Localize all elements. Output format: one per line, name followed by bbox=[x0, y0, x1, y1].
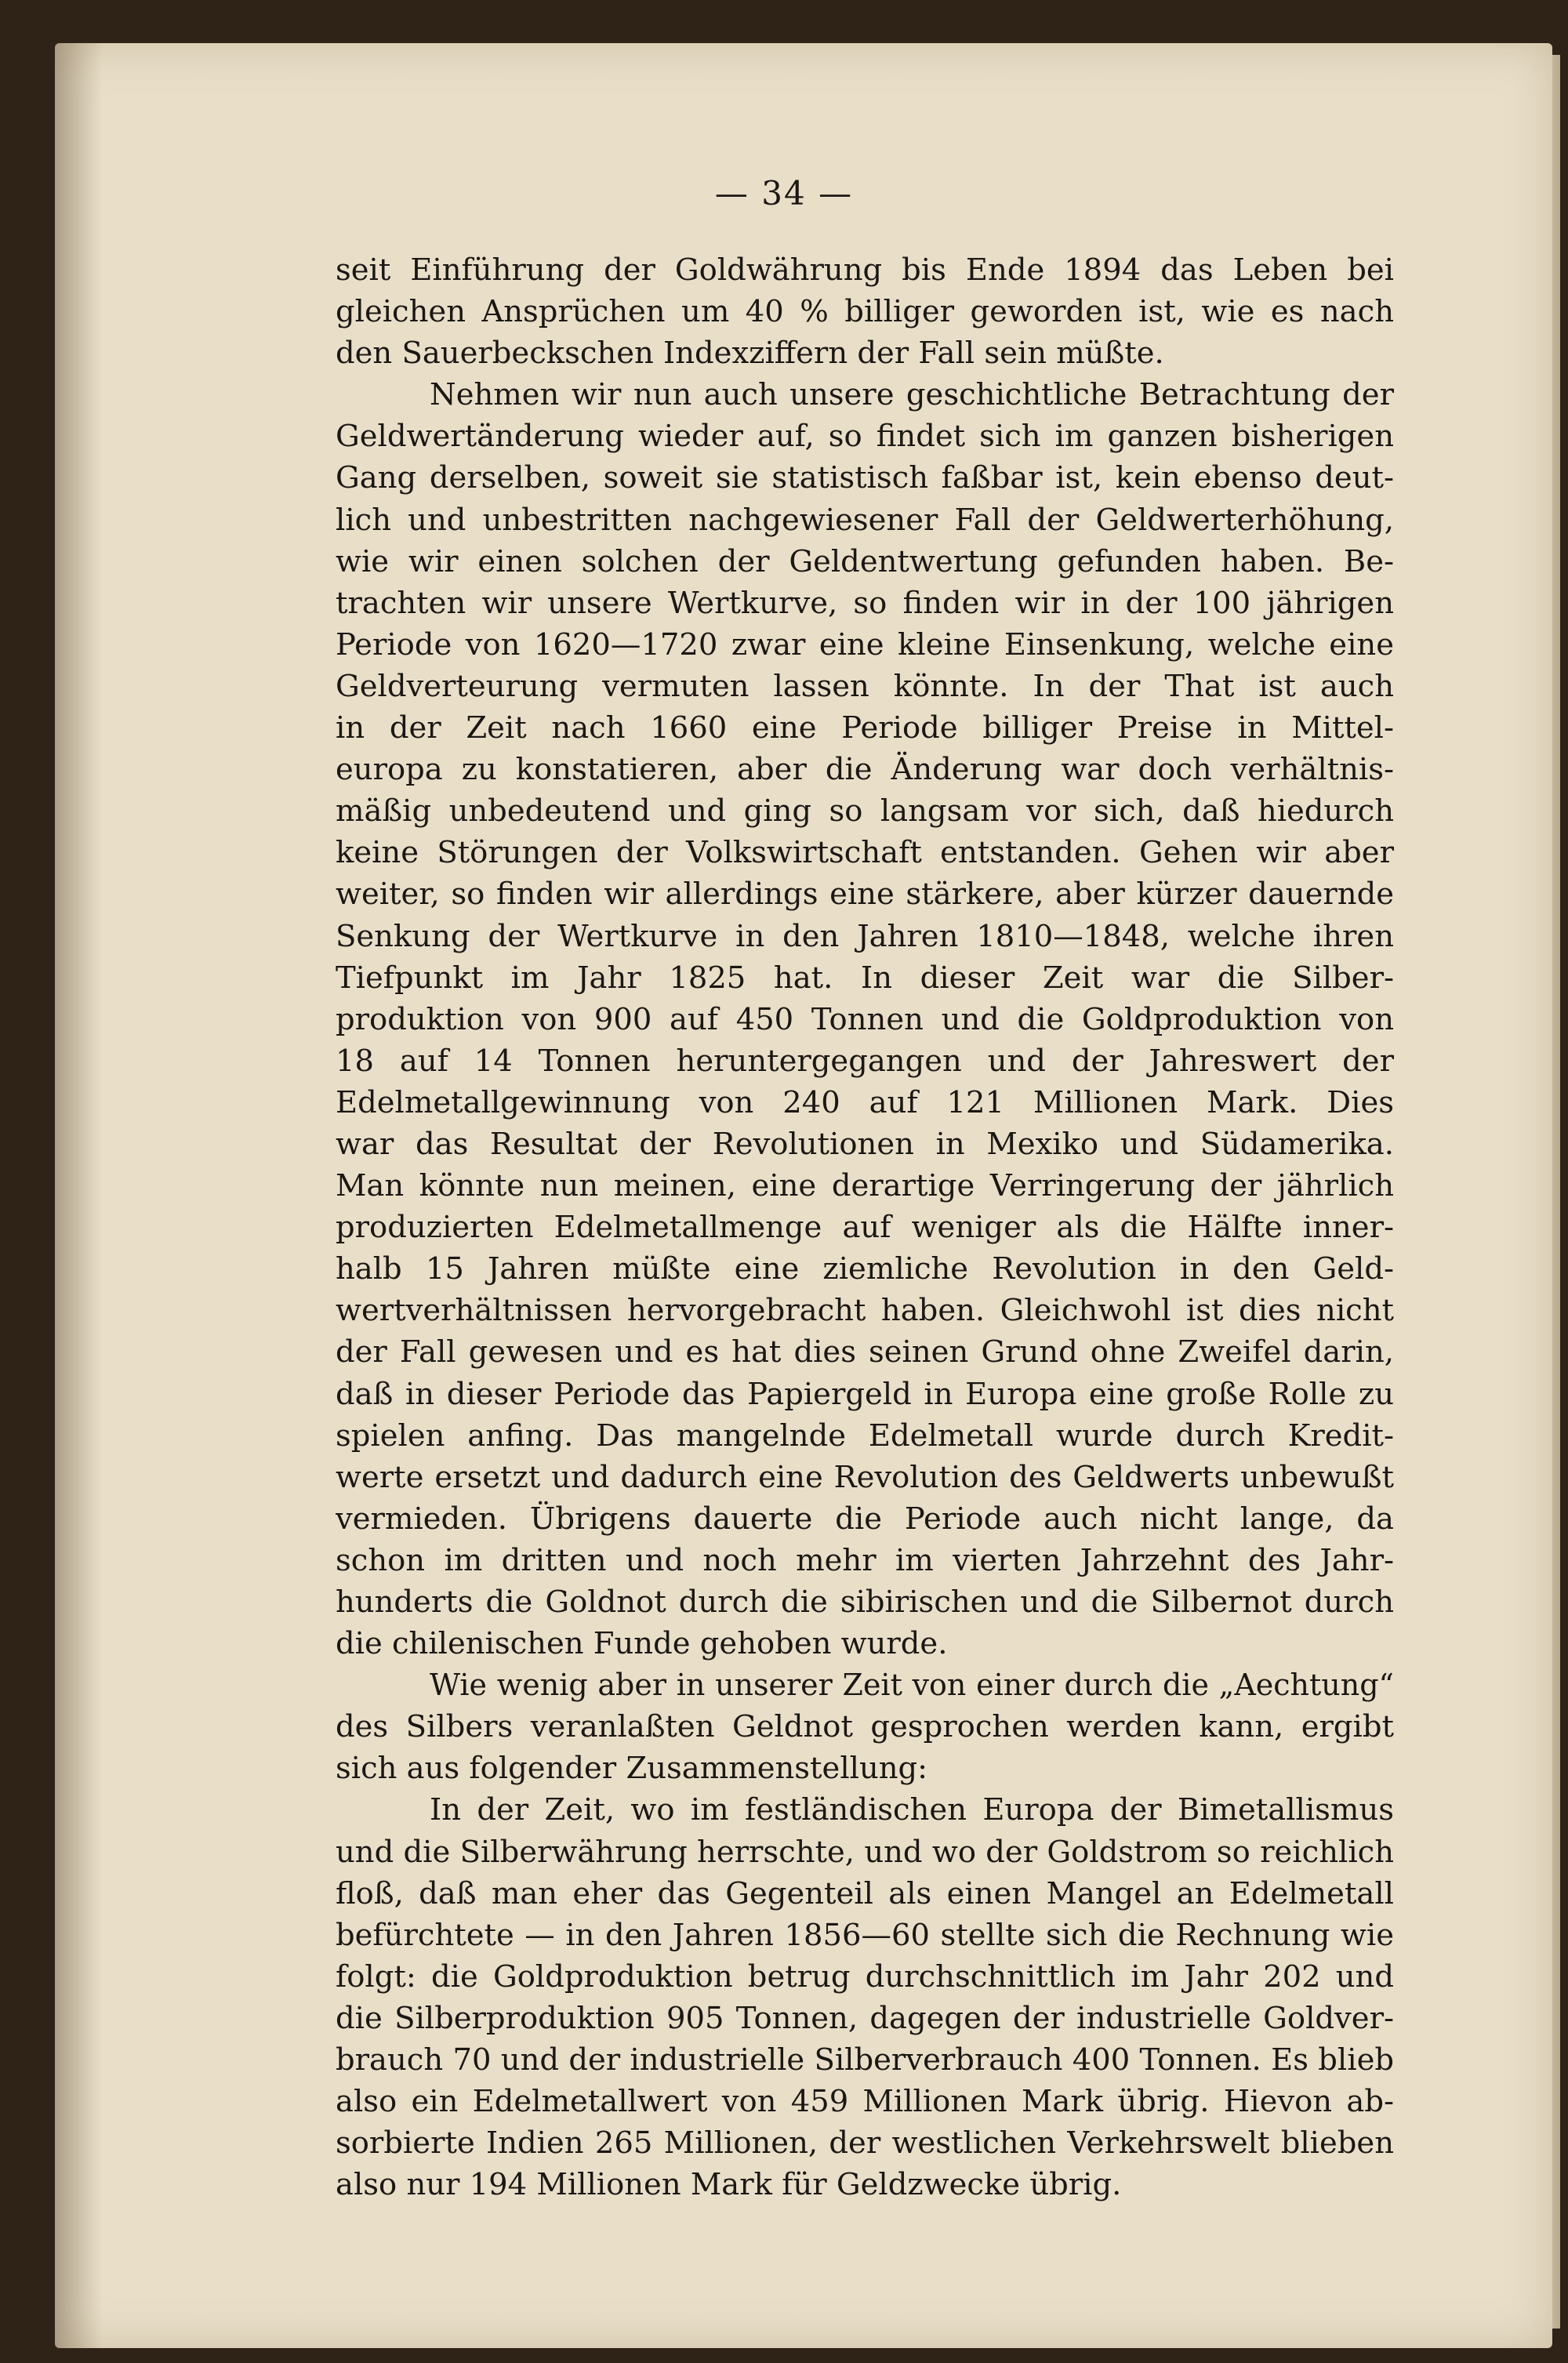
text-line: die chilenischen Funde gehoben wurde. bbox=[336, 1626, 948, 1662]
text-line: mäßig unbedeutend und ging so langsam vor sich, daß hiedurch bbox=[336, 793, 1394, 829]
text-line: Senkung der Wertkurve in den Jahren 1810—1848, welche ihren bbox=[336, 918, 1394, 954]
text-line: schon im dritten und noch mehr im vierten Jahrzehnt des Jahr- bbox=[336, 1542, 1394, 1578]
paragraph bbox=[336, 1664, 1394, 1789]
text-line: floß, daß man eher das Gegenteil als einen Mangel an Edelmetall bbox=[336, 1875, 1394, 1911]
text-line: also ein Edelmetallwert von 459 Millionen Mark übrig. Hievon ab- bbox=[336, 2084, 1394, 2120]
text-line: europa zu konstatieren, aber die Änderung war doch verhältnis- bbox=[336, 752, 1394, 788]
text-line: Tiefpunkt im Jahr 1825 hat. In dieser Zeit war die Silber- bbox=[336, 960, 1394, 996]
text-line: befürchtete — in den Jahren 1856—60 stellte sich die Rechnung wie bbox=[336, 1917, 1394, 1953]
page-number: — 34 — bbox=[714, 174, 854, 212]
text-line: folgt: die Goldproduktion betrug durchschnittlich im Jahr 202 und bbox=[336, 1958, 1394, 1995]
text-line: wie wir einen solchen der Geldentwertung gefunden haben. Be- bbox=[336, 543, 1394, 579]
text-line: halb 15 Jahren müßte eine ziemliche Revolution in den Geld- bbox=[336, 1251, 1394, 1287]
text-line: und die Silberwährung herrschte, und wo der Goldstrom so reichlich bbox=[336, 1834, 1394, 1870]
text-line: produktion von 900 auf 450 Tonnen und die Goldproduktion von bbox=[336, 1001, 1394, 1037]
paragraph bbox=[336, 249, 1394, 374]
text-line: trachten wir unsere Wertkurve, so finden wir in der 100 jährigen bbox=[336, 585, 1394, 621]
text-line: sich aus folgender Zusammenstellung: bbox=[336, 1751, 928, 1787]
text-line: wertverhältnissen hervorgebracht haben. Gleichwohl ist dies nicht bbox=[336, 1293, 1394, 1329]
text-line: vermieden. Übrigens dauerte die Periode auch nicht lange, da bbox=[336, 1501, 1394, 1537]
text-line: Edelmetallgewinnung von 240 auf 121 Millionen Mark. Dies bbox=[336, 1084, 1394, 1120]
paragraph bbox=[336, 374, 1394, 1664]
text-line: hunderts die Goldnot durch die sibirischen und die Silbernot durch bbox=[336, 1584, 1394, 1620]
text-line: spielen anfing. Das mangelnde Edelmetall wurde durch Kredit- bbox=[336, 1417, 1394, 1454]
text-line: gleichen Ansprüchen um 40 % billiger geworden ist, wie es nach bbox=[336, 294, 1394, 330]
text-line: lich und unbestritten nachgewiesener Fall der Geldwerterhöhung, bbox=[336, 502, 1394, 538]
text-line: Man könnte nun meinen, eine derartige Verringerung der jährlich bbox=[336, 1168, 1394, 1204]
text-line: den Sauerbeckschen Indexziffern der Fall sein müßte. bbox=[336, 336, 1164, 372]
text-line: der Fall gewesen und es hat dies seinen Grund ohne Zweifel darin, bbox=[336, 1334, 1394, 1370]
text-line: sorbierte Indien 265 Millionen, der westlichen Verkehrswelt blieben bbox=[336, 2125, 1394, 2162]
text-line: also nur 194 Millionen Mark für Geldzwecke übrig. bbox=[336, 2167, 1122, 2203]
text-line: Gang derselben, soweit sie statistisch faßbar ist, kein ebenso deut- bbox=[336, 460, 1394, 496]
text-line: weiter, so finden wir allerdings eine stärkere, aber kürzer dauernde bbox=[336, 877, 1394, 913]
text-line: des Silbers veranlaßten Geldnot gesprochen werden kann, ergibt bbox=[336, 1709, 1394, 1745]
text-line: war das Resultat der Revolutionen in Mexiko und Südamerika. bbox=[336, 1126, 1394, 1162]
text-line: Wie wenig aber in unserer Zeit von einer durch die „Aechtung“ bbox=[430, 1668, 1394, 1703]
text-line: seit Einführung der Goldwährung bis Ende 1894 das Leben bei bbox=[336, 252, 1394, 288]
text-line: brauch 70 und der industrielle Silberverbrauch 400 Tonnen. Es blieb bbox=[336, 2042, 1394, 2078]
text-line: 18 auf 14 Tonnen heruntergegangen und der Jahreswert der bbox=[336, 1043, 1394, 1079]
text-line: in der Zeit nach 1660 eine Periode billiger Preise in Mittel- bbox=[336, 710, 1394, 746]
gutter-shadow bbox=[55, 43, 102, 2348]
text-line: produzierten Edelmetallmenge auf weniger als die Hälfte inner- bbox=[336, 1210, 1394, 1246]
text-line: Nehmen wir nun auch unsere geschichtliche Betrachtung der bbox=[430, 377, 1394, 413]
text-line: daß in dieser Periode das Papiergeld in Europa eine große Rolle zu bbox=[336, 1376, 1394, 1412]
text-line: werte ersetzt und dadurch eine Revolution des Geldwerts unbewußt bbox=[336, 1459, 1394, 1495]
text-line: die Silberproduktion 905 Tonnen, dagegen der industrielle Goldver- bbox=[336, 2000, 1394, 2036]
text-line: Geldwertänderung wieder auf, so findet sich im ganzen bisherigen bbox=[336, 419, 1394, 455]
text-line: In der Zeit, wo im festländischen Europa der Bimetallismus bbox=[430, 1792, 1394, 1828]
paragraph bbox=[336, 1789, 1394, 2205]
text-line: keine Störungen der Volkswirtschaft entstanden. Gehen wir aber bbox=[336, 835, 1394, 871]
text-line: Geldverteurung vermuten lassen könnte. In der That ist auch bbox=[336, 668, 1394, 704]
body-text bbox=[336, 249, 1394, 2205]
text-line: Periode von 1620—1720 zwar eine kleine Einsenkung, welche eine bbox=[336, 626, 1394, 662]
